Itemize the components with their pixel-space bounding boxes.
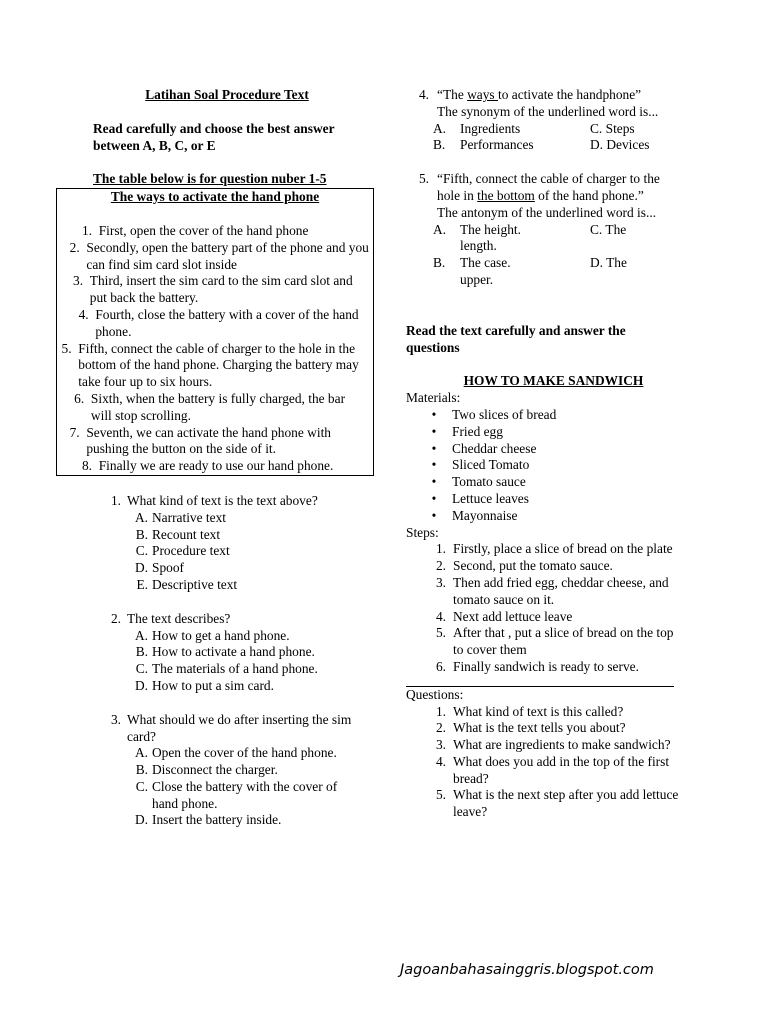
option-c: C. Procedure text — [135, 543, 230, 559]
materials-list — [406, 407, 681, 525]
list-item: 4. Next add lettuce leave — [435, 608, 573, 624]
box-steps-list — [57, 223, 369, 475]
list-item: 1. What kind of text is this called? — [435, 703, 624, 719]
option-c: C. Close the battery with the cover of hand phone. — [135, 778, 338, 811]
question-3: 3. What should we do after inserting the sim card? — [110, 711, 352, 744]
option-d: D. Spoof — [134, 560, 184, 576]
list-item: 1. Firstly, place a slice of bread on the plate — [435, 541, 673, 557]
option-a: A. Open the cover of the hand phone. — [134, 745, 337, 761]
footer-watermark: Jagoanbahasainggris.blogspot.com — [400, 962, 654, 978]
list-item: • Mayonnaise — [431, 507, 518, 523]
option-d: D. Insert the battery inside. — [134, 812, 282, 828]
procedure-box — [56, 188, 374, 476]
list-item: 5. What is the next step after you add lettuce leave? — [435, 787, 679, 820]
steps-list — [406, 541, 681, 675]
question-5-options: A. The height. C. The length. B. The case. D. The upper. — [433, 221, 627, 287]
underlined-word: the bottom — [477, 187, 535, 203]
list-item: 2. Secondly, open the battery part of the phone and you can find sim card slot inside — [69, 239, 369, 272]
table-note: The table below is for question nuber 1-5 — [93, 171, 327, 187]
question-1: 1. What kind of text is the text above? — [110, 492, 318, 508]
list-item: • Lettuce leaves — [431, 490, 529, 506]
underlined-word: ways — [467, 87, 498, 102]
right-column — [406, 87, 681, 821]
list-item: 4. What does you add in the top of the first bread? — [435, 753, 670, 786]
option-e: E. Descriptive text — [136, 576, 238, 592]
list-item: 5. After that , put a slice of bread on the top to cover them — [435, 625, 674, 658]
materials-label: Materials: — [406, 390, 461, 406]
questions-list — [406, 704, 681, 822]
list-item: 3. What are ingredients to make sandwich? — [435, 737, 671, 753]
option-a: A. How to get a hand phone. — [134, 627, 290, 643]
question-2: 2. The text describes? — [110, 610, 231, 626]
list-item: 6. Finally sandwich is ready to serve. — [435, 658, 639, 674]
list-item: • Fried egg — [431, 423, 503, 439]
option-a: A. Narrative text — [134, 509, 226, 525]
option-c: C. The materials of a hand phone. — [135, 661, 318, 677]
option-b: B. Recount text — [135, 526, 221, 542]
question-2-options — [56, 628, 378, 695]
question-4: 4. “The ways to activate the handphone” The synonym of the underlined word is... — [418, 87, 659, 119]
list-item: 4. Fourth, close the battery with a cover of the hand phone. — [78, 306, 359, 339]
box-title: The ways to activate the hand phone — [110, 189, 320, 205]
option-d: D. How to put a sim card. — [134, 677, 274, 693]
page-title: Latihan Soal Procedure Text — [145, 87, 309, 102]
option-b: B. How to activate a hand phone. — [135, 644, 315, 660]
steps-label: Steps: — [406, 524, 439, 540]
list-item: 7. Seventh, we can activate the hand phone with pushing the button on the side of it. — [69, 424, 331, 457]
list-item: • Sliced Tomato — [431, 457, 530, 473]
question-1-options — [56, 510, 378, 594]
questions-label: Questions: — [406, 686, 464, 702]
reading-instruction: Read the text carefully and answer the questions — [406, 322, 626, 355]
list-item: • Two slices of bread — [431, 406, 557, 422]
list-item: 3. Third, insert the sim card to the sim card slot and put back the battery. — [73, 273, 353, 306]
sandwich-title: HOW TO MAKE SANDWICH — [463, 373, 644, 389]
list-item: 3. Then add fried egg, cheddar cheese, and tomato sauce on it. — [435, 574, 669, 607]
option-b: B. Disconnect the charger. — [135, 762, 278, 778]
list-item: 1. First, open the cover of the hand phone — [81, 222, 309, 238]
question-4-options: A. Ingredients C. Steps B. Performances D. Devices — [433, 120, 650, 153]
question-5: 5. “Fifth, connect the cable of charger to the hole in the bottom of the hand phone.” The antonym of the underlined word is... — [418, 171, 660, 220]
list-item: 2. What is the text tells you about? — [435, 720, 626, 736]
list-item: • Tomato sauce — [431, 474, 526, 490]
instruction: Read carefully and choose the best answer between A, B, C, or E — [93, 120, 335, 153]
question-3-options — [56, 745, 346, 829]
list-item: 6. Sixth, when the battery is fully charged, the bar will stop scrolling. — [74, 390, 346, 423]
list-item: 8. Finally we are ready to use our hand phone. — [81, 458, 334, 474]
list-item: 2. Second, put the tomato sauce. — [435, 558, 613, 574]
left-column — [56, 87, 378, 829]
list-item: • Cheddar cheese — [431, 440, 537, 456]
list-item: 5. Fifth, connect the cable of charger to the hole in the bottom of the hand phone. Charging the battery may take four up to six hours. — [61, 340, 359, 390]
